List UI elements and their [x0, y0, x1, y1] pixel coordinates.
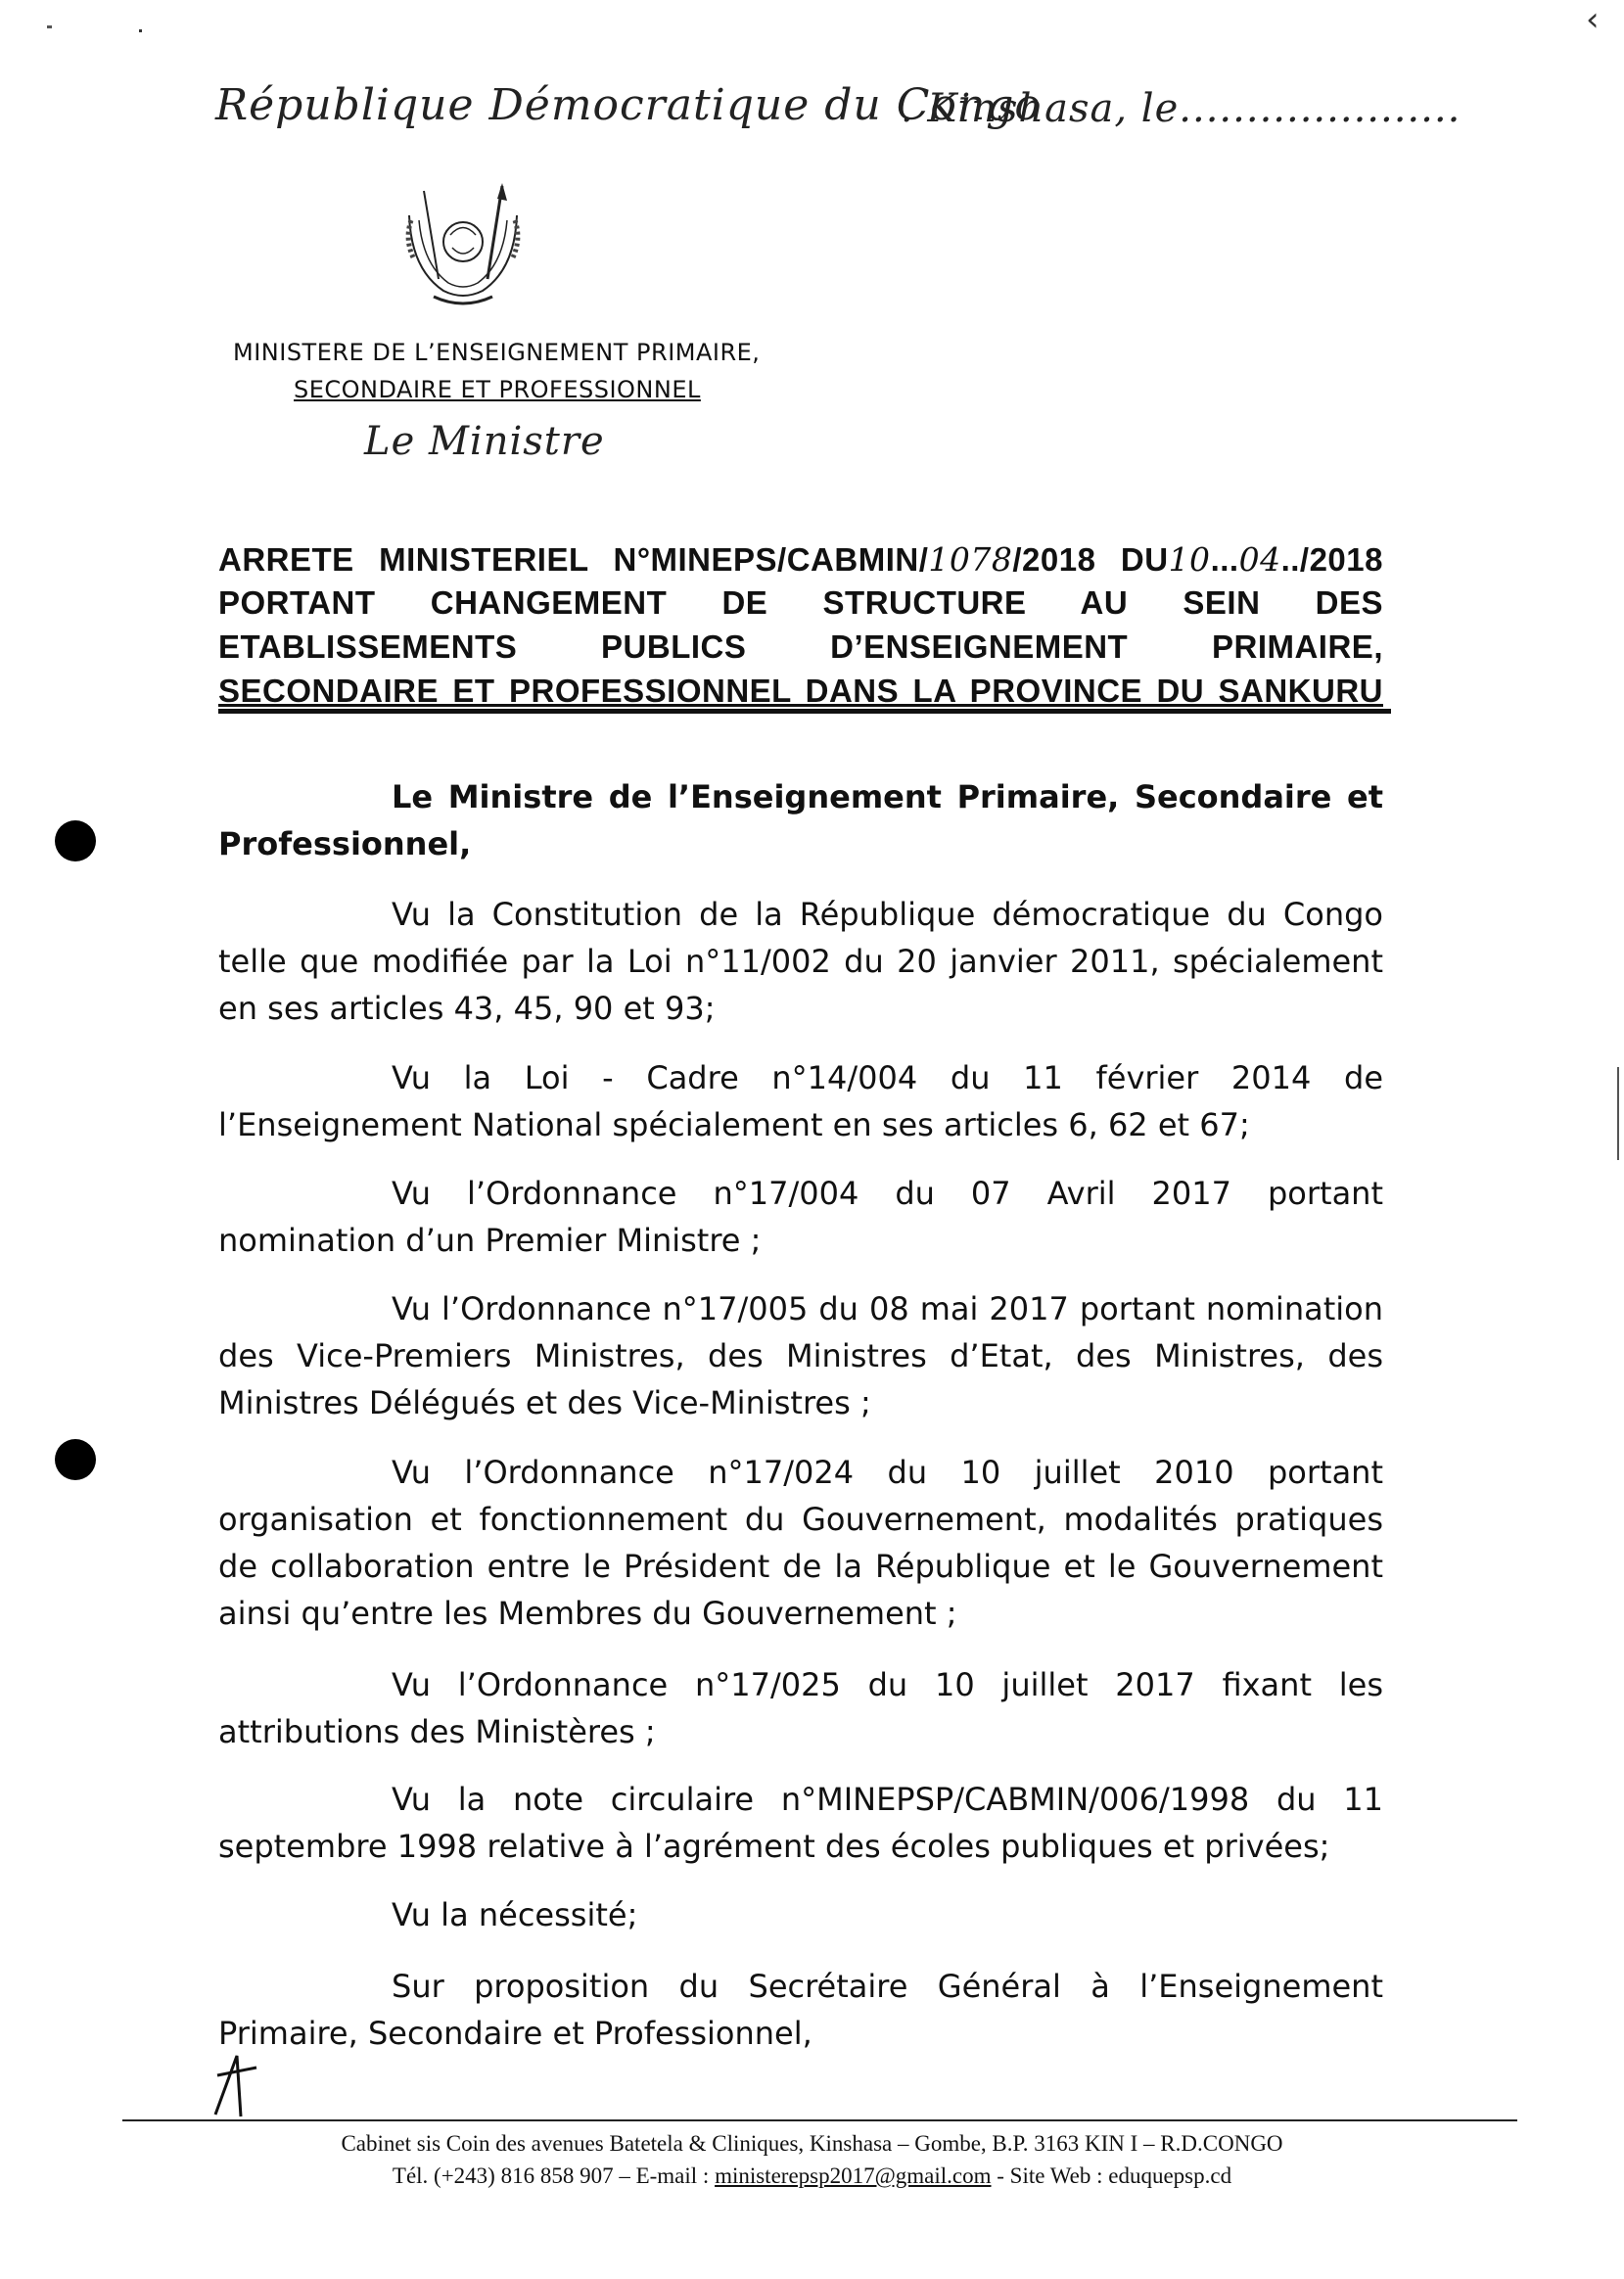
ministry-name-line2: SECONDAIRE ET PROFESSIONNEL [294, 376, 701, 403]
recital-paragraph: Vu la Constitution de la République démocratique du Congo telle que modifiée par la Loi n°11/002 du 20 janvier 2011, spécialement en ses articles 43, 45, 90 et 93; [218, 896, 1383, 1027]
scan-speck [139, 29, 142, 32]
footer-phone: Tél. (+243) 816 858 907 – E-mail : [392, 2163, 716, 2188]
decree-title-line2: PORTANT CHANGEMENT DE STRUCTURE AU SEIN DES [218, 584, 1383, 621]
decree-month-handwritten: 04 [1238, 540, 1281, 579]
corner-mark: ‹ [1586, 0, 1600, 39]
recital-paragraph: Vu l’Ordonnance n°17/025 du 10 juillet 2017 fixant les attributions des Ministères ; [218, 1666, 1383, 1750]
decree-title-prefix: ARRETE MINISTERIEL N°MINEPS/CABMIN/ [218, 541, 929, 578]
decree-date-separator: ... [1210, 541, 1239, 578]
country-header: République Démocratique du Congo [215, 80, 1042, 130]
decree-title-line1 [218, 540, 1383, 579]
decree-title-line4: SECONDAIRE ET PROFESSIONNEL DANS LA PROVINCE DU SANKURU [218, 673, 1383, 709]
recital-paragraph: Vu l’Ordonnance n°17/004 du 07 Avril 2017 portant nomination d’un Premier Ministre ; [218, 1175, 1383, 1259]
initials-signature [208, 2046, 266, 2124]
ministry-name-line1: MINISTERE DE L’ENSEIGNEMENT PRIMAIRE, [233, 339, 761, 366]
scan-speck [47, 25, 52, 28]
minister-heading: Le Ministre de l’Enseignement Primaire, Secondaire et Professionnel, [218, 778, 1383, 862]
title-underline-rule [218, 709, 1391, 714]
place-date-line: . Kinshasa, le..................... [901, 86, 1462, 131]
decree-title-line3: ETABLISSEMENTS PUBLICS D’ENSEIGNEMENT PRIMAIRE, [218, 628, 1383, 665]
footer-email-link[interactable]: ministerepsp2017@gmail.com [715, 2163, 992, 2188]
recital-paragraph: Vu la Loi - Cadre n°14/004 du 11 février 2014 de l’Enseignement National spécialement en ses articles 6, 62 et 67; [218, 1059, 1383, 1143]
decree-title-mid: /2018 DU [1012, 541, 1169, 578]
decree-day-handwritten: 10 [1168, 540, 1211, 579]
recital-paragraph: Sur proposition du Secrétaire Général à l’Enseignement Primaire, Secondaire et Professionnel, [218, 1968, 1383, 2052]
hole-punch-icon [55, 1439, 96, 1480]
decree-number-handwritten: 1078 [928, 540, 1013, 579]
margin-scan-mark [1617, 1067, 1619, 1160]
footer-rule [122, 2119, 1517, 2121]
minister-title-script: Le Ministre [364, 419, 605, 464]
coat-of-arms-icon [390, 181, 536, 313]
recital-paragraph: Vu la nécessité; [392, 1896, 638, 1933]
footer-website: - Site Web : eduquepsp.cd [991, 2163, 1232, 2188]
recital-paragraph: Vu la note circulaire n°MINEPSP/CABMIN/006/1998 du 11 septembre 1998 relative à l’agrément des écoles publiques et privées; [218, 1781, 1383, 1865]
hole-punch-icon [55, 820, 96, 861]
recital-paragraph: Vu l’Ordonnance n°17/005 du 08 mai 2017 portant nomination des Vice-Premiers Ministres, des Ministres d’Etat, des Ministres, des Ministres Délégués et des Vice-Ministres ; [218, 1290, 1383, 1421]
recital-paragraph: Vu l’Ordonnance n°17/024 du 10 juillet 2010 portant organisation et fonctionnement du Gouvernement, modalités pratiques de collaboration entre le Président de la République et le Gouvernement ainsi qu’entre les Membres du Gouvernement ; [218, 1454, 1383, 1632]
decree-title-suffix: ../2018 [1280, 541, 1383, 578]
footer-contact [0, 2163, 1624, 2189]
footer-address: Cabinet sis Coin des avenues Batetela & Cliniques, Kinshasa – Gombe, B.P. 3163 KIN I – R.D.CONGO [341, 2131, 1283, 2156]
